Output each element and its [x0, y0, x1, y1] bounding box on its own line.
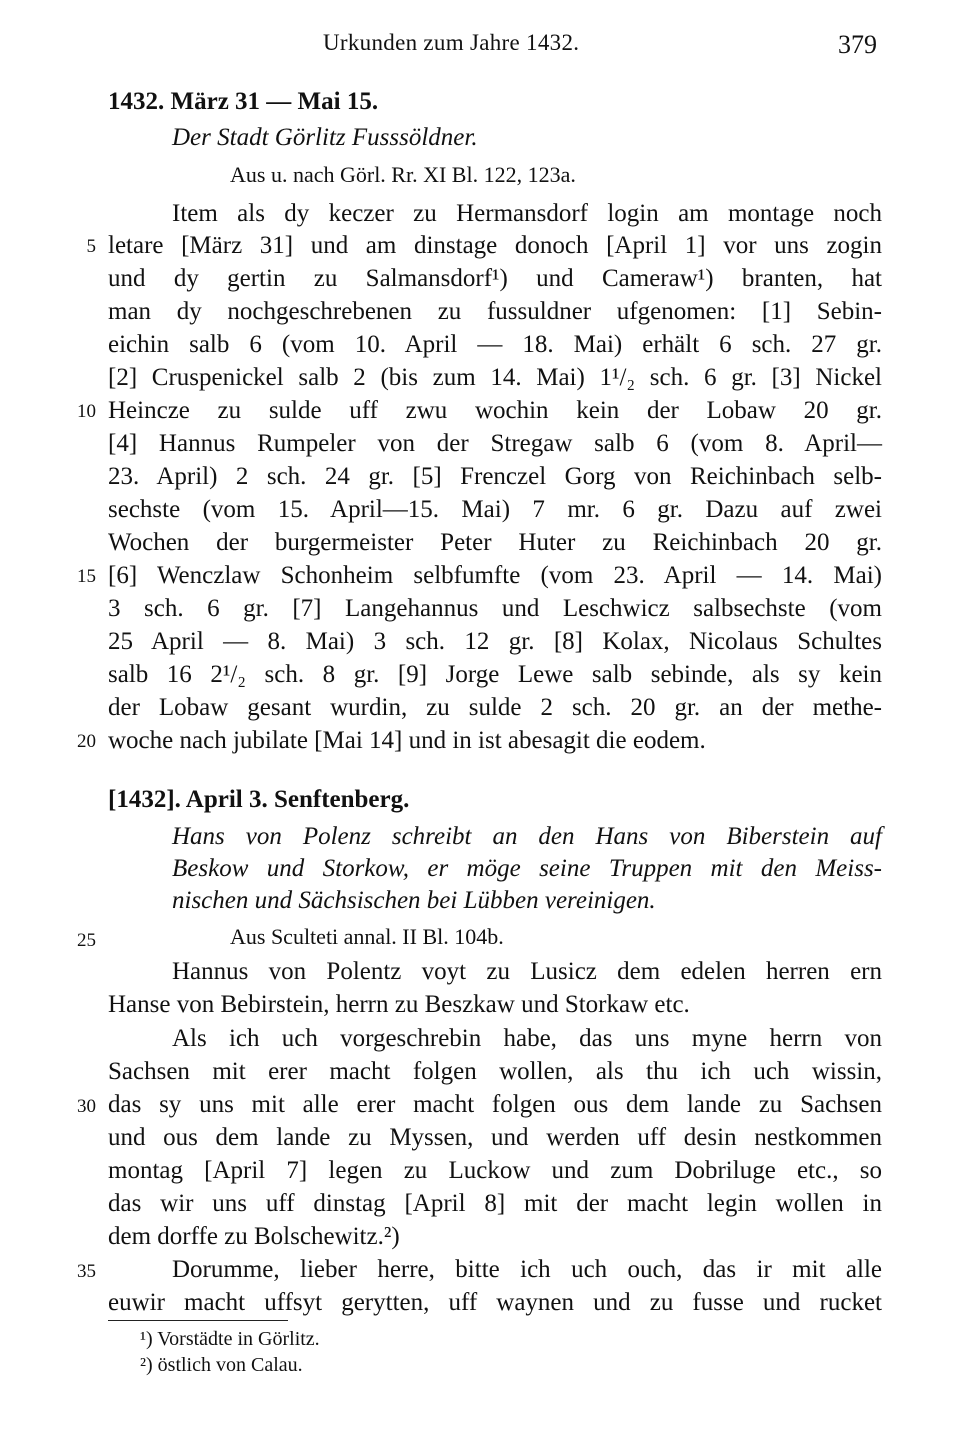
text-line: Als ich uch vorgeschrebin habe, das uns myne herrn von [172, 1025, 882, 1052]
text-line: der Lobaw gesant wurdin, zu sulde 2 sch. 20 gr. an der methe- [108, 694, 882, 721]
text-line: sechste (vom 15. April—15. Mai) 7 mr. 6 gr. Dazu auf zwei [108, 496, 882, 523]
footnote: ²) östlich von Calau. [140, 1354, 303, 1376]
text-line: Hanse von Bebirstein, herrn zu Beszkaw und Storkaw etc. [108, 991, 690, 1018]
regest-line: Beskow und Storkow, er möge seine Truppen mit den Meiss- [172, 855, 882, 882]
text-line: Hannus von Polentz voyt zu Lusicz dem edelen herren ern [172, 958, 882, 985]
text-line: Heincze zu sulde uff zwu wochin kein der Lobaw 20 gr. [108, 397, 882, 424]
text-line: letare [März 31] und am dinstage donoch [April 1] vor uns zogin [108, 232, 882, 259]
line-number: 10 [77, 401, 96, 422]
regest-line: Hans von Polenz schreibt an den Hans von Biberstein auf [172, 823, 882, 850]
text-line: das sy uns mit alle erer macht folgen ous dem lande zu Sachsen [108, 1091, 882, 1118]
document-heading: 1432. März 31 — Mai 15. [108, 88, 379, 115]
text-line: Item als dy keczer zu Hermansdorf login am montage noch [172, 200, 882, 227]
text-line: 25 April — 8. Mai) 3 sch. 12 gr. [8] Kolax, Nicolaus Schultes [108, 628, 882, 655]
text-line: montag [April 7] legen zu Luckow und zum Dobriluge etc., so [108, 1157, 882, 1184]
text-line: 3 sch. 6 gr. [7] Langehannus und Leschwicz salbsechste (vom [108, 595, 882, 622]
text-line: und dy gertin zu Salmansdorf¹) und Cameraw¹) branten, hat [108, 265, 882, 292]
text-line: dem dorffe zu Bolschewitz.²) [108, 1223, 400, 1250]
text-line: woche nach jubilate [Mai 14] und in ist abesagit die eodem. [108, 727, 706, 754]
line-number: 30 [77, 1096, 96, 1117]
text-line: das wir uns uff dinstag [April 8] mit der macht legin wollen in [108, 1190, 882, 1217]
text-line: man dy nochgeschrebenen zu fussuldner ufgenomen: [1] Sebin- [108, 298, 882, 325]
line-number: 5 [86, 236, 96, 257]
text-line: euwir macht uffsyt gerytten, uff waynen und zu fusse und rucket [108, 1289, 882, 1316]
text-line: 23. April) 2 sch. 24 gr. [5] Frenczel Gorg von Reichinbach selb- [108, 463, 882, 490]
page-number: 379 [838, 30, 877, 59]
source-note: Aus Sculteti annal. II Bl. 104b. [230, 924, 504, 949]
text-line: Sachsen mit erer macht folgen wollen, als thu ich uch wissin, [108, 1058, 882, 1085]
document-heading: [1432]. April 3. Senftenberg. [108, 786, 410, 813]
regest-line: nischen und Sächsischen bei Lübben vereinigen. [172, 887, 656, 914]
footnote: ¹) Vorstädte in Görlitz. [140, 1328, 320, 1350]
text-line: und ous dem lande zu Myssen, und werden uff desin nestkommen [108, 1124, 882, 1151]
text-line: Wochen der burgermeister Peter Huter zu Reichinbach 20 gr. [108, 529, 882, 556]
line-number: 35 [77, 1261, 96, 1282]
line-number: 20 [77, 731, 96, 752]
footnote-divider [108, 1320, 288, 1321]
text-line: eichin salb 6 (vom 10. April — 18. Mai) erhält 6 sch. 27 gr. [108, 331, 882, 358]
text-line: [6] Wenczlaw Schonheim selbfumfte (vom 23. April — 14. Mai) [108, 562, 882, 589]
document-regest: Der Stadt Görlitz Fusssöldner. [172, 124, 478, 151]
text-line: Dorumme, lieber herre, bitte ich uch ouch, das ir mit alle [172, 1256, 882, 1283]
source-note: Aus u. nach Görl. Rr. XI Bl. 122, 123a. [230, 162, 576, 187]
text-line: salb 16 2¹/₂ sch. 8 gr. [9] Jorge Lewe salb sebinde, als sy kein [108, 661, 882, 688]
text-line: [2] Cruspenickel salb 2 (bis zum 14. Mai) 1¹/₂ sch. 6 gr. [3] Nickel [108, 364, 882, 391]
text-line: [4] Hannus Rumpeler von der Stregaw salb 6 (vom 8. April— [108, 430, 882, 457]
line-number: 15 [77, 566, 96, 587]
line-number: 25 [77, 930, 96, 951]
running-header: Urkunden zum Jahre 1432. [323, 30, 580, 55]
